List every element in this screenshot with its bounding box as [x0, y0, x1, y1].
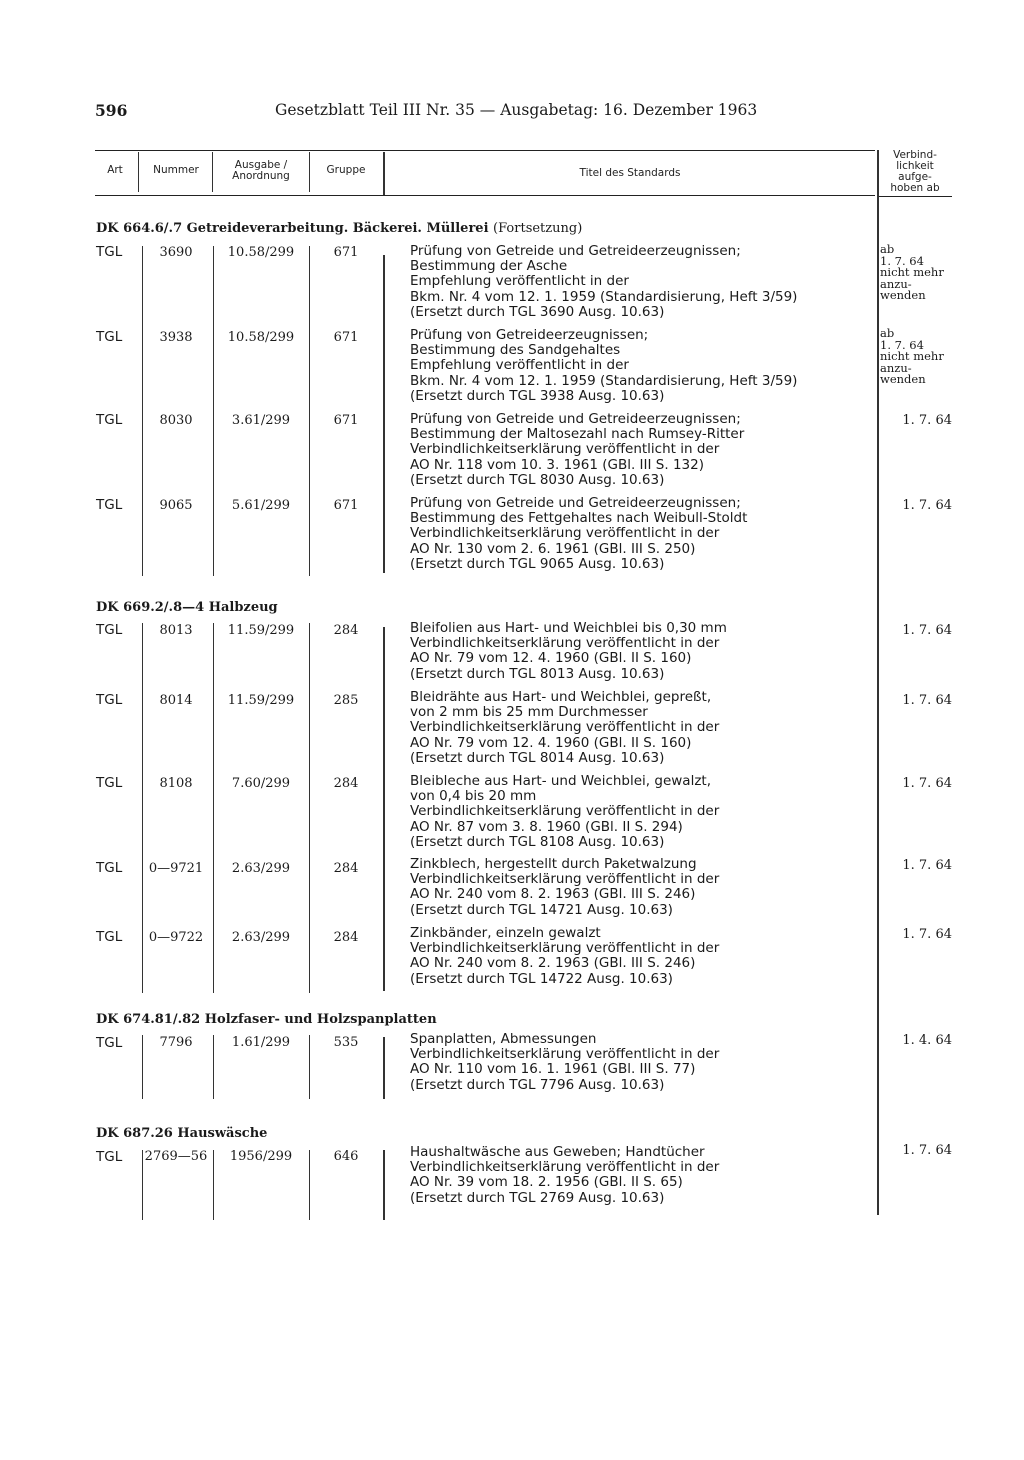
row-ausgabe: 10.58/299 — [227, 330, 295, 345]
row-ausgabe: 1.61/299 — [231, 1035, 291, 1050]
row-gruppe: 671 — [333, 245, 359, 260]
row-art: TGL — [96, 1035, 123, 1051]
row-nummer: 2769—56 — [144, 1149, 208, 1164]
row-verbindlichkeit: 1. 7. 64 — [902, 413, 952, 428]
row-art: TGL — [96, 775, 123, 791]
row-gruppe: 284 — [333, 776, 359, 791]
row-art: TGL — [96, 622, 123, 638]
row-nummer: 8108 — [159, 776, 193, 791]
row-verbindlichkeit: 1. 7. 64 — [902, 1143, 952, 1158]
row-titel: Spanplatten, Abmessungen Verbindlichkeitserklärung veröffentlicht in der AO Nr. 110 vom 16. 1. 1961 (GBl. III S. 77) (Ersetzt durch TGL 7796 Ausg. 10.63) — [410, 1031, 720, 1093]
row-ausgabe: 3.61/299 — [231, 413, 291, 428]
row-verbindlichkeit: 1. 7. 64 — [902, 858, 952, 873]
row-verbindlichkeit: ab 1. 7. 64 nicht mehr anzu- wenden — [880, 326, 944, 386]
row-titel: Zinkbänder, einzeln gewalzt Verbindlichkeitserklärung veröffentlicht in der AO Nr. 240 vom 8. 2. 1963 (GBl. III S. 246) (Ersetzt durch TGL 14722 Ausg. 10.63) — [410, 925, 720, 987]
row-art: TGL — [96, 692, 123, 708]
row-gruppe: 671 — [333, 330, 359, 345]
col-header-nummer: Nummer — [153, 164, 199, 176]
section-heading: DK 674.81/.82 Holzfaser- und Holzspanplatten — [96, 1012, 437, 1027]
row-ausgabe: 7.60/299 — [231, 776, 291, 791]
col-header-verbindlichkeit: Verbind- lichkeit aufge- hoben ab — [890, 149, 940, 194]
row-titel: Bleifolien aus Hart- und Weichblei bis 0,30 mm Verbindlichkeitserklärung veröffentlicht in der AO Nr. 79 vom 12. 4. 1960 (GBl. II S. 160) (Ersetzt durch TGL 8013 Ausg. 10.63) — [410, 620, 727, 682]
row-ausgabe: 11.59/299 — [227, 623, 295, 638]
row-verbindlichkeit: 1. 7. 64 — [902, 693, 952, 708]
row-gruppe: 671 — [333, 498, 359, 513]
row-verbindlichkeit: 1. 7. 64 — [902, 498, 952, 513]
row-ausgabe: 2.63/299 — [231, 930, 291, 945]
row-gruppe: 284 — [333, 930, 359, 945]
row-art: TGL — [96, 412, 123, 428]
row-titel: Bleibleche aus Hart- und Weichblei, gewalzt, von 0,4 bis 20 mm Verbindlichkeitserklärung veröffentlicht in der AO Nr. 87 vom 3. 8. 1960 (GBl. II S. 294) (Ersetzt durch TGL 8108 Ausg. 10.63) — [410, 773, 720, 850]
row-ausgabe: 2.63/299 — [231, 861, 291, 876]
row-nummer: 9065 — [159, 498, 193, 513]
col-header-ausgabe: Ausgabe / Anordnung — [232, 159, 290, 182]
section-heading: DK 664.6/.7 Getreideverarbeitung. Bäckerei. Müllerei (Fortsetzung) — [96, 221, 583, 236]
row-art: TGL — [96, 1149, 123, 1165]
row-art: TGL — [96, 244, 123, 260]
row-nummer: 8030 — [159, 413, 193, 428]
row-art: TGL — [96, 497, 123, 513]
row-nummer: 8013 — [159, 623, 193, 638]
col-header-titel: Titel des Standards — [579, 167, 681, 179]
section-heading: DK 687.26 Hauswäsche — [96, 1126, 268, 1141]
row-art: TGL — [96, 860, 123, 876]
row-ausgabe: 1956/299 — [229, 1149, 293, 1164]
row-nummer: 0—9722 — [148, 930, 204, 945]
row-verbindlichkeit: 1. 7. 64 — [902, 623, 952, 638]
row-verbindlichkeit: ab 1. 7. 64 nicht mehr anzu- wenden — [880, 242, 944, 302]
row-nummer: 8014 — [159, 693, 193, 708]
row-ausgabe: 10.58/299 — [227, 245, 295, 260]
col-header-gruppe: Gruppe — [326, 164, 366, 176]
section-heading: DK 669.2/.8—4 Halbzeug — [96, 600, 278, 615]
running-header — [95, 101, 775, 125]
row-ausgabe: 5.61/299 — [231, 498, 291, 513]
row-titel: Zinkblech, hergestellt durch Paketwalzung Verbindlichkeitserklärung veröffentlicht in der AO Nr. 240 vom 8. 2. 1963 (GBl. III S. 246) (Ersetzt durch TGL 14721 Ausg. 10.63) — [410, 856, 720, 918]
row-gruppe: 284 — [333, 861, 359, 876]
row-gruppe: 285 — [333, 693, 359, 708]
row-titel: Prüfung von Getreideerzeugnissen; Bestimmung des Sandgehaltes Empfehlung veröffentlicht in der Bkm. Nr. 4 vom 12. 1. 1959 (Standardisierung, Heft 3/59) (Ersetzt durch TGL 3938 Ausg. 10.63) — [410, 327, 798, 404]
row-gruppe: 284 — [333, 623, 359, 638]
col-header-art: Art — [107, 164, 123, 176]
row-verbindlichkeit: 1. 7. 64 — [902, 927, 952, 942]
row-art: TGL — [96, 329, 123, 345]
row-gruppe: 671 — [333, 413, 359, 428]
row-titel: Prüfung von Getreide und Getreideerzeugnissen; Bestimmung der Asche Empfehlung veröffentlicht in der Bkm. Nr. 4 vom 12. 1. 1959 (Standardisierung, Heft 3/59) (Ersetzt durch TGL 3690 Ausg. 10.63) — [410, 243, 798, 320]
row-titel: Bleidrähte aus Hart- und Weichblei, gepreßt, von 2 mm bis 25 mm Durchmesser Verbindlichkeitserklärung veröffentlicht in der AO Nr. 79 vom 12. 4. 1960 (GBl. II S. 160) (Ersetzt durch TGL 8014 Ausg. 10.63) — [410, 689, 720, 766]
row-art: TGL — [96, 929, 123, 945]
row-nummer: 7796 — [159, 1035, 193, 1050]
row-verbindlichkeit: 1. 4. 64 — [902, 1033, 952, 1048]
page-number: 596 — [95, 101, 128, 120]
row-nummer: 3938 — [159, 330, 193, 345]
row-nummer: 0—9721 — [148, 861, 204, 876]
row-titel: Prüfung von Getreide und Getreideerzeugnissen; Bestimmung des Fettgehaltes nach Weibull-Stoldt Verbindlichkeitserklärung veröffentlicht in der AO Nr. 130 vom 2. 6. 1961 (GBl. III S. 250) (Ersetzt durch TGL 9065 Ausg. 10.63) — [410, 495, 748, 572]
row-titel: Prüfung von Getreide und Getreideerzeugnissen; Bestimmung der Maltosezahl nach Rumsey-Ritter Verbindlichkeitserklärung veröffentlicht in der AO Nr. 118 vom 10. 3. 1961 (GBl. III S. 132) (Ersetzt durch TGL 8030 Ausg. 10.63) — [410, 411, 745, 488]
row-gruppe: 646 — [333, 1149, 359, 1164]
row-titel: Haushaltwäsche aus Geweben; Handtücher Verbindlichkeitserklärung veröffentlicht in der AO Nr. 39 vom 18. 2. 1956 (GBl. II S. 65) (Ersetzt durch TGL 2769 Ausg. 10.63) — [410, 1144, 720, 1206]
gazette-title: Gesetzblatt Teil III Nr. 35 — Ausgabetag: 16. Dezember 1963 — [275, 101, 758, 119]
row-nummer: 3690 — [159, 245, 193, 260]
row-verbindlichkeit: 1. 7. 64 — [902, 776, 952, 791]
row-gruppe: 535 — [333, 1035, 359, 1050]
row-ausgabe: 11.59/299 — [227, 693, 295, 708]
